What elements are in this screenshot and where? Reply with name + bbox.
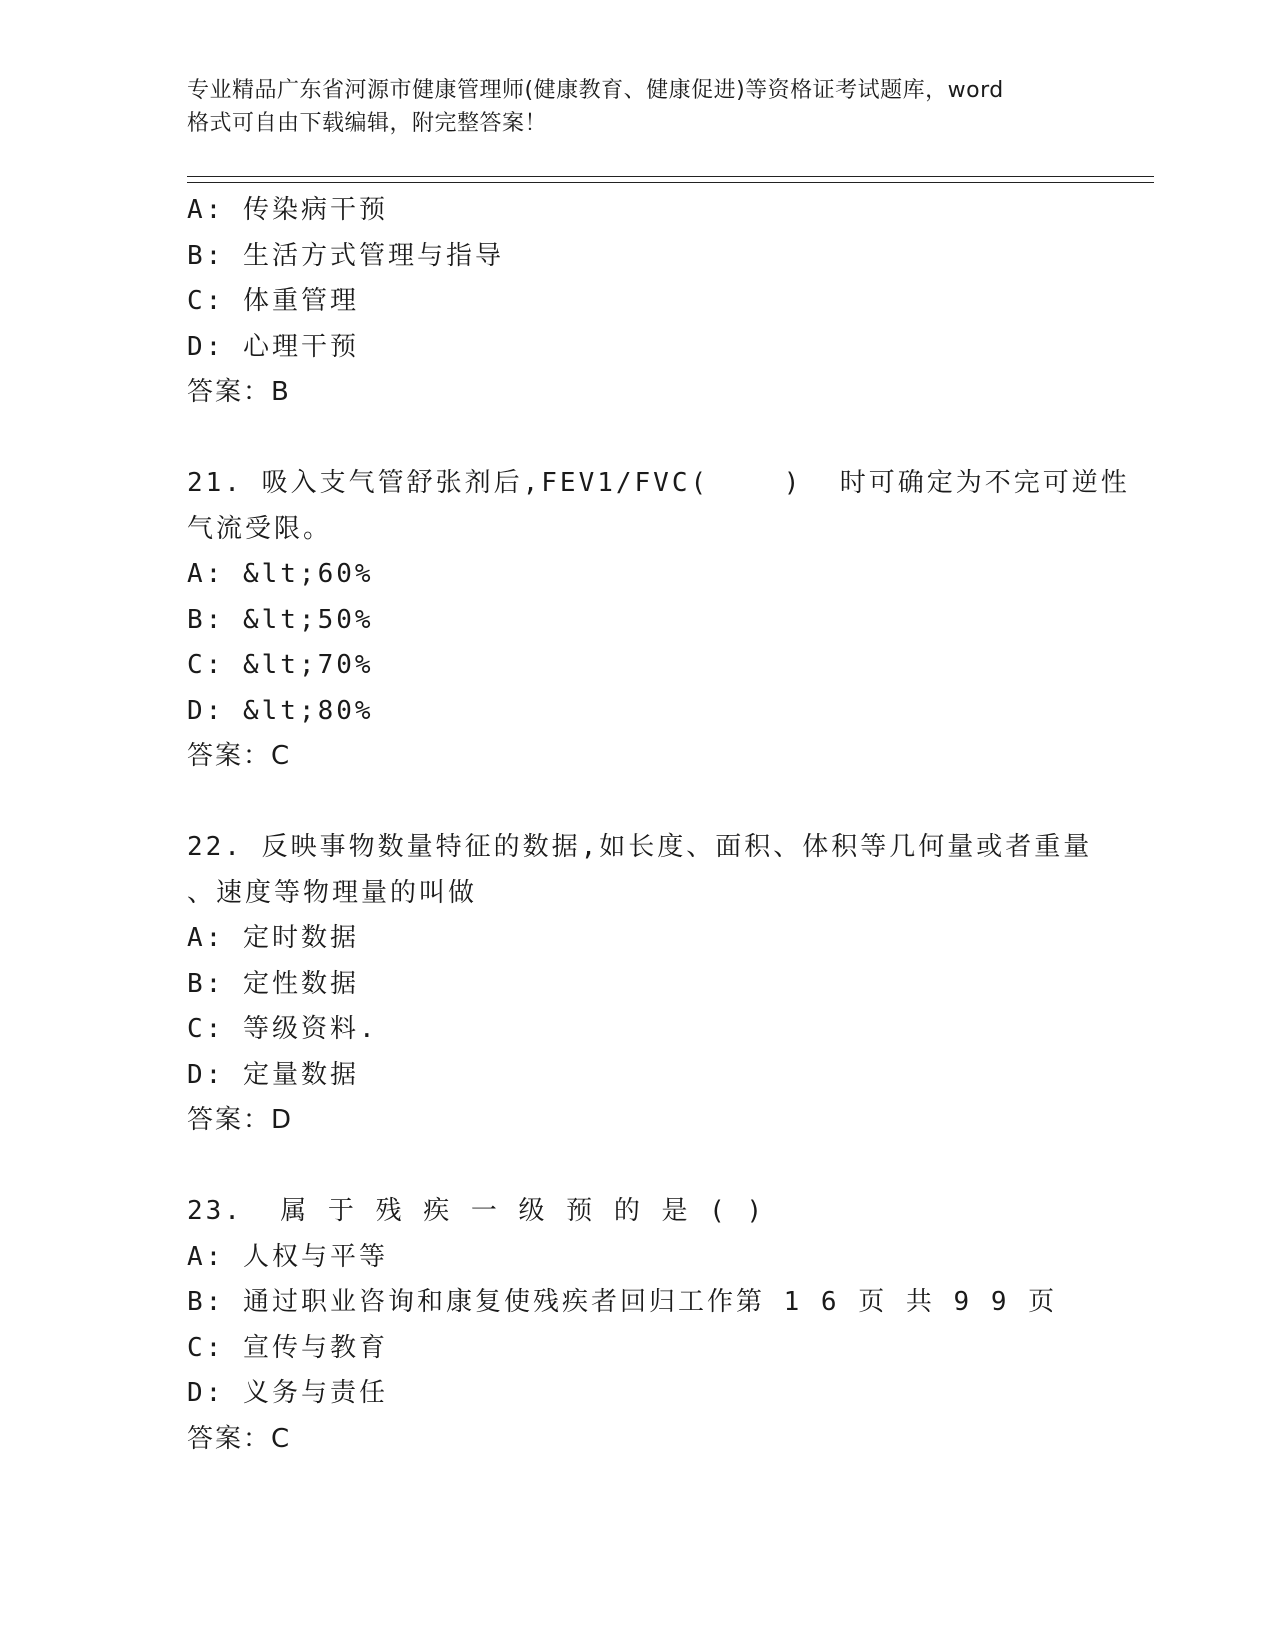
question-title: 23. 属 于 残 疾 一 级 预 的 是 ( ): [187, 1196, 766, 1226]
question-title-cont: 气流受限。: [187, 513, 333, 544]
option-a: A: &lt;60%: [187, 559, 374, 589]
answer-line: 答案：B: [187, 377, 291, 407]
option-a: A: 人权与平等: [187, 1241, 388, 1272]
option-d: D: 心理干预: [187, 331, 359, 362]
header-line-1: 专业精品广东省河源市健康管理师(健康教育、健康促进)等资格证考试题库，word: [187, 78, 1004, 103]
option-c: C: &lt;70%: [187, 650, 374, 680]
option-b: B: 定性数据: [187, 968, 359, 999]
option-c: C: 体重管理: [187, 286, 359, 316]
header-line-2: 格式可自由下载编辑，附完整答案！: [187, 111, 548, 136]
question-block-22: [187, 825, 1093, 1144]
question-title: 21. 吸入支气管舒张剂后,FEV1/FVC( ) 时可确定为不完可逆性: [187, 468, 1130, 498]
header-divider-bottom: [187, 182, 1154, 183]
spacer: [187, 416, 1087, 462]
option-d: D: 义务与责任: [187, 1378, 388, 1408]
document-header: [187, 74, 1087, 140]
spacer: [187, 780, 1087, 826]
option-b: B: &lt;50%: [187, 604, 374, 635]
option-d: D: 定量数据: [187, 1059, 359, 1090]
question-block-prev: [187, 188, 1087, 416]
answer-line: 答案：C: [187, 1423, 292, 1454]
option-d: D: &lt;80%: [187, 695, 374, 726]
header-divider-top: [187, 176, 1154, 177]
question-title-cont: 、速度等物理量的叫做: [187, 877, 478, 908]
option-a: A: 定时数据: [187, 923, 359, 953]
question-list: [187, 188, 1130, 1462]
answer-line: 答案：D: [187, 1105, 294, 1135]
option-a: A: 传染病干预: [187, 195, 388, 225]
question-block-23: [187, 1189, 1087, 1462]
spacer: [187, 1144, 1087, 1190]
option-b: B: 通过职业咨询和康复使残疾者回归工作第 1 6 页 共 9 9 页: [187, 1287, 1058, 1317]
question-block-21: [187, 461, 1130, 780]
option-c: C: 宣传与教育: [187, 1332, 388, 1363]
answer-line: 答案：C: [187, 741, 292, 771]
question-title: 22. 反映事物数量特征的数据,如长度、面积、体积等几何量或者重量: [187, 832, 1093, 862]
option-b: B: 生活方式管理与指导: [187, 240, 504, 271]
option-c: C: 等级资料.: [187, 1014, 378, 1044]
